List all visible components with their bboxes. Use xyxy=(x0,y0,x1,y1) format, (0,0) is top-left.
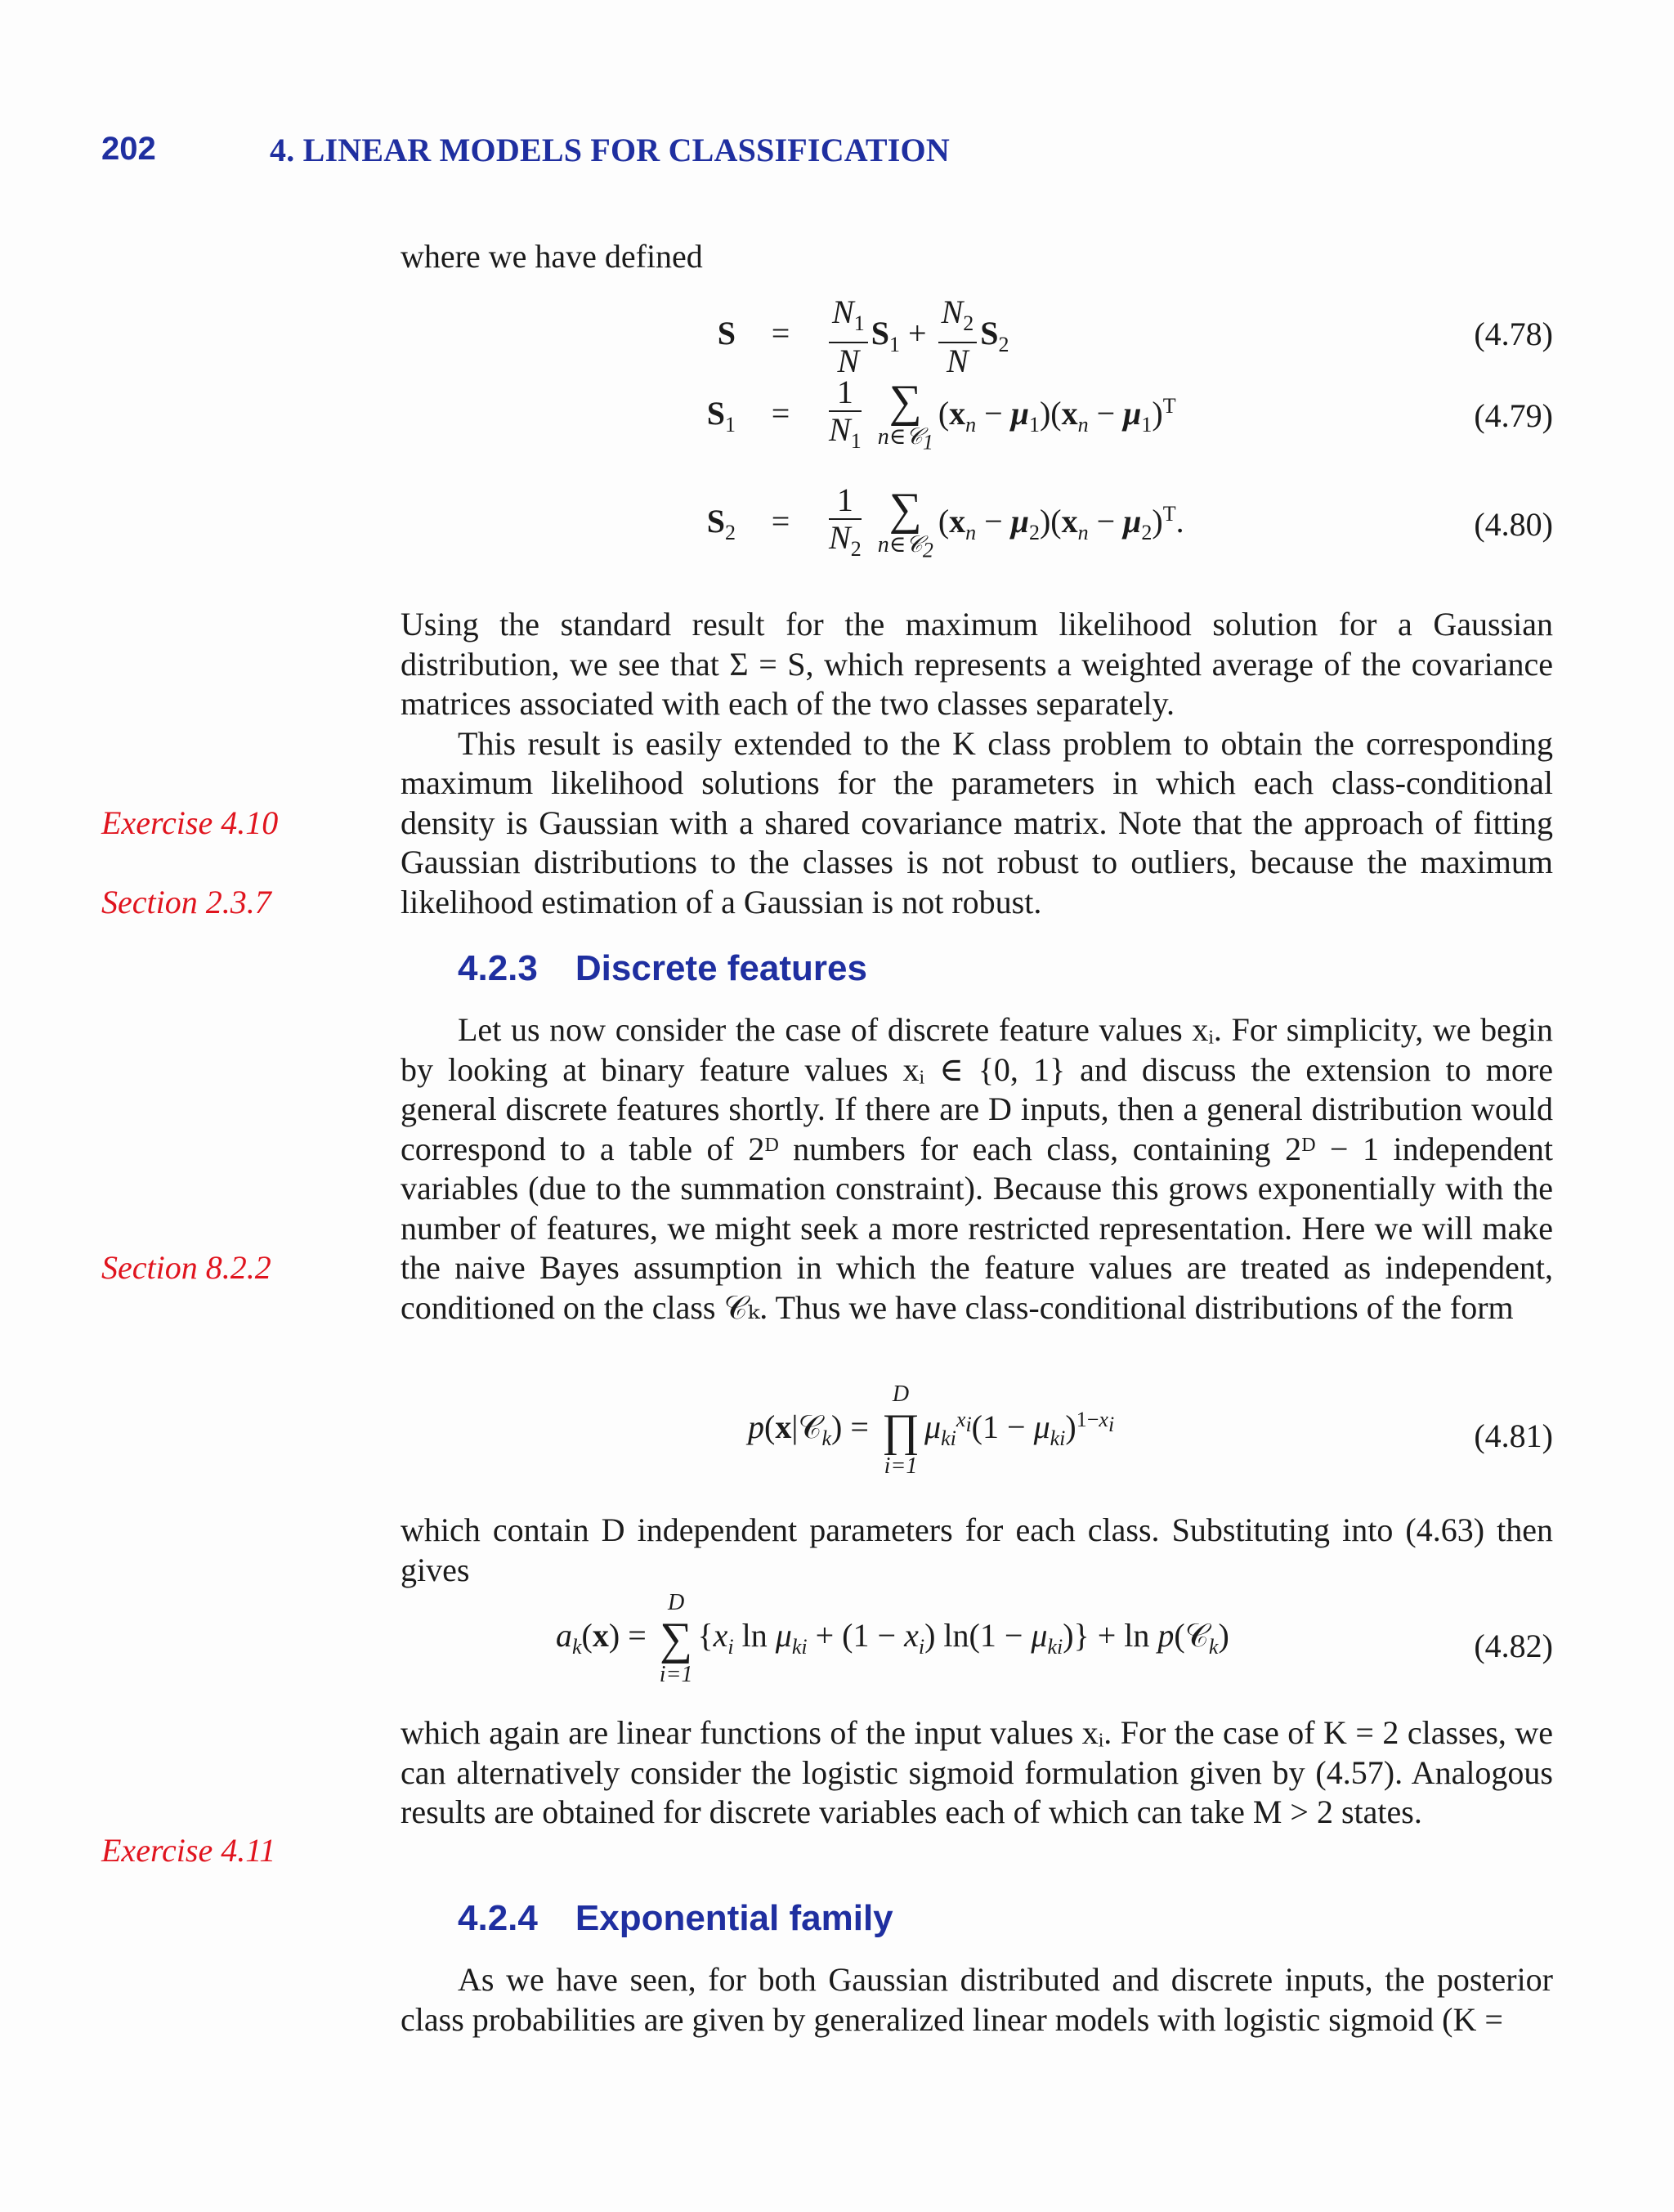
page-number: 202 xyxy=(101,131,156,167)
paragraph-text: As we have seen, for both Gaussian distributed and discrete inputs, the posterior class probabilities are given by generalized linear models with logistic sigmoid (K = xyxy=(401,1961,1553,2038)
body-paragraph xyxy=(401,1511,1553,1590)
section-title: Discrete features xyxy=(575,948,867,988)
body-paragraph xyxy=(401,1010,1553,1328)
section-heading xyxy=(458,948,867,989)
body-paragraph xyxy=(401,1960,1553,2040)
chapter-title: 4. LINEAR MODELS FOR CLASSIFICATION xyxy=(270,132,950,168)
section-link[interactable]: Section 8.2.2 xyxy=(101,1249,271,1286)
exercise-link[interactable]: Exercise 4.10 xyxy=(101,804,279,841)
exercise-link[interactable]: Exercise 4.11 xyxy=(101,1832,276,1869)
equation-number: (4.78) xyxy=(1474,316,1553,352)
equation-number: (4.81) xyxy=(1474,1417,1553,1454)
equation-number: (4.82) xyxy=(1474,1628,1553,1664)
equation-4-79: $S_1$ = $\frac{1}{N_1}$ ∑ n∈𝒞$_1$ $(x_n - \mu_1)(x_n - \mu_1)^T$ xyxy=(706,374,1176,454)
equation-number: (4.79) xyxy=(1474,397,1553,434)
equation-4-78: S = $\frac{N_1}{N}$ $S_1$ + $\frac{N_2}{N}$ $S_2$ xyxy=(717,293,1009,379)
equation-4-81: p(x|𝒞$_k$) = D ∏ i=1 $\mu_{ki}^{x_i}(1 - \mu_{ki})^{1-x_i}$ xyxy=(748,1381,1115,1479)
section-number: 4.2.3 xyxy=(458,948,538,988)
section-title: Exponential family xyxy=(575,1898,893,1938)
paragraph-text: Let us now consider the case of discrete feature values xᵢ. For simplicity, we begin by looking at binary feature values xᵢ ∈ {0, 1} and discuss the extension to more general discrete features shortly. If there are D inputs, then a general distribution would correspond to a table of 2ᴰ numbers for each class, containing 2ᴰ − 1 independent variables (due to the summation constraint). Because this grows exponentially with the number of features, we might seek a more restricted representation. Here we will make the naive Bayes assumption in which the feature values are treated as independent, conditioned on the class 𝒞ₖ. Thus we have class-conditional distributions of the form xyxy=(401,1011,1553,1326)
equation-4-80: $S_2$ = $\frac{1}{N_2}$ ∑ n∈𝒞$_2$ $(x_n - \mu_2)(x_n - \mu_2)^T$. xyxy=(706,481,1184,562)
body-paragraph xyxy=(401,605,1553,922)
section-heading xyxy=(458,1898,893,1939)
paragraph-text: Using the standard result for the maximum likelihood solution for a Gaussian distribution, we see that Σ = S, which represents a weighted average of the covariance matrices associated with each of the two classes separately. xyxy=(401,606,1553,722)
section-link[interactable]: Section 2.3.7 xyxy=(101,884,271,920)
equation-number: (4.80) xyxy=(1474,506,1553,543)
paragraph-text: This result is easily extended to the K class problem to obtain the corresponding maximum likelihood solutions for the parameters in which each class-conditional density is Gaussian with a shared covariance matrix. Note that the approach of fitting Gaussian distributions to the classes is not robust to outliers, because the maximum likelihood estimation of a Gaussian is not robust. xyxy=(401,724,1553,920)
paragraph-text: which contain D independent parameters for each class. Substituting into (4.63) then gives xyxy=(401,1511,1553,1588)
paragraph-text: which again are linear functions of the input values xᵢ. For the case of K = 2 classes, we can alternatively consider the logistic sigmoid formulation given by (4.57). Analogous results are obtained for discrete variables each of which can take M > 2 states. xyxy=(401,1714,1553,1830)
section-number: 4.2.4 xyxy=(458,1898,538,1938)
intro-line: where we have defined xyxy=(401,238,703,275)
body-paragraph xyxy=(401,1713,1553,1833)
equation-4-82: $a_k(x)$ = D ∑ i=1 {$x_i$ $\ln \mu_{ki} + (1 - x_i) \ln(1 - \mu_{ki})\} + \ln$ p(𝒞$_k$) xyxy=(556,1590,1229,1687)
